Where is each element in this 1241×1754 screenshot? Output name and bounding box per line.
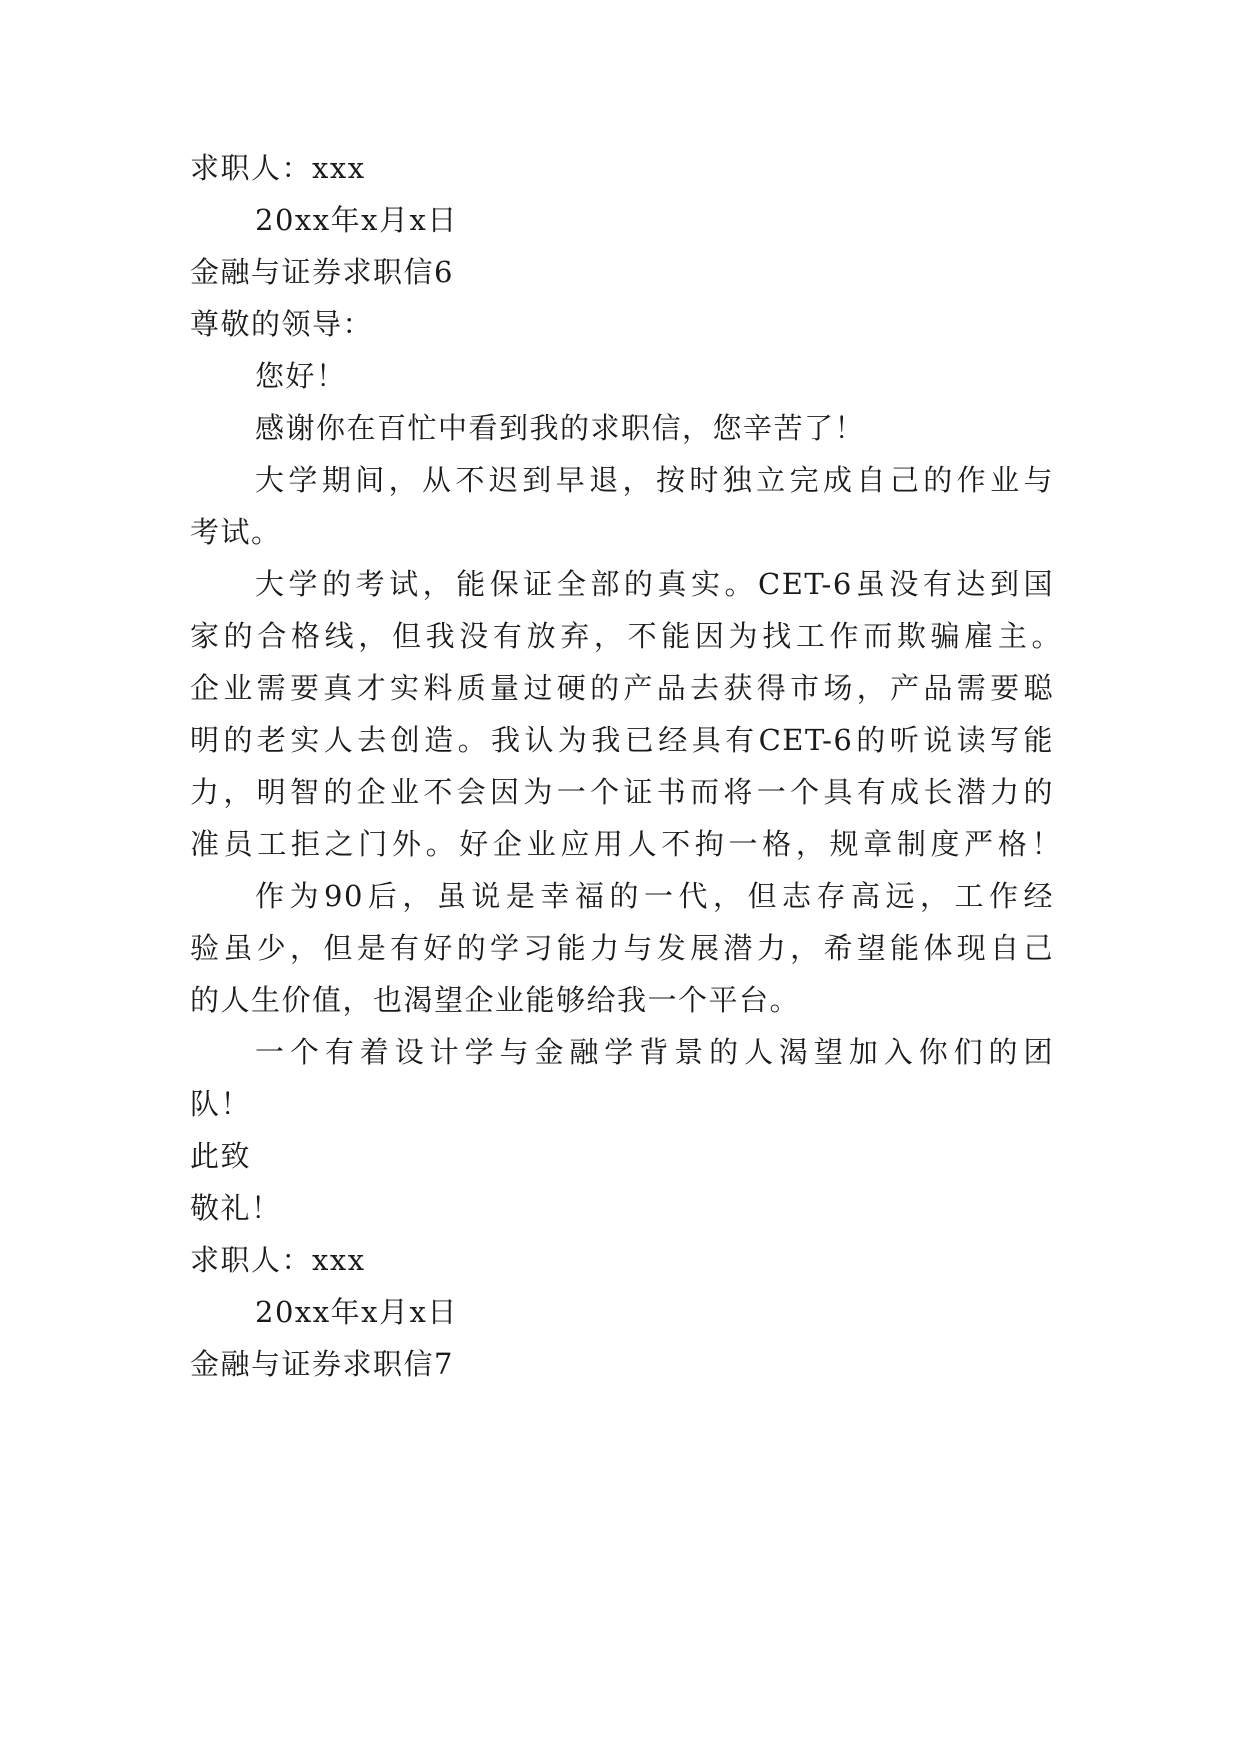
closing-salute: 敬礼！	[190, 1191, 282, 1225]
letter-title: 金融与证券求职信6	[190, 255, 454, 289]
signature-applicant: 求职人：xxx	[190, 151, 366, 185]
paragraph-line: 准员工拒之门外。好企业应用人不拘一格，规章制度严格！	[190, 827, 1062, 861]
signature-date: 20xx年x月x日	[255, 203, 458, 237]
paragraph-line: 力，明智的企业不会因为一个证书而将一个具有成长潜力的	[190, 775, 1054, 809]
closing: 此致	[190, 1139, 252, 1173]
paragraph-line: 的人生价值，也渴望企业能够给我一个平台。	[190, 983, 801, 1017]
greeting: 您好！	[255, 359, 347, 393]
signature-applicant: 求职人：xxx	[190, 1243, 366, 1277]
paragraph-line: 验虽少，但是有好的学习能力与发展潜力，希望能体现自己	[190, 931, 1054, 965]
salutation: 尊敬的领导：	[190, 307, 374, 341]
paragraph-line: 大学期间，从不迟到早退，按时独立完成自己的作业与	[255, 463, 1054, 497]
paragraph-line: 家的合格线，但我没有放弃，不能因为找工作而欺骗雇主。	[190, 619, 1062, 653]
paragraph-line: 作为90后，虽说是幸福的一代，但志存高远，工作经	[255, 879, 1054, 913]
paragraph-line: 明的老实人去创造。我认为我已经具有CET-6的听说读写能	[190, 723, 1054, 757]
paragraph-line: 大学的考试，能保证全部的真实。CET-6虽没有达到国	[255, 567, 1054, 601]
signature-date: 20xx年x月x日	[255, 1295, 458, 1329]
paragraph-line: 企业需要真才实料质量过硬的产品去获得市场，产品需要聪	[190, 671, 1054, 705]
paragraph-line: 考试。	[190, 515, 282, 549]
letter-title: 金融与证券求职信7	[190, 1347, 454, 1381]
paragraph-line: 一个有着设计学与金融学背景的人渴望加入你们的团	[255, 1035, 1054, 1069]
paragraph-line: 队！	[190, 1087, 252, 1121]
paragraph-line: 感谢你在百忙中看到我的求职信，您辛苦了！	[255, 411, 866, 445]
